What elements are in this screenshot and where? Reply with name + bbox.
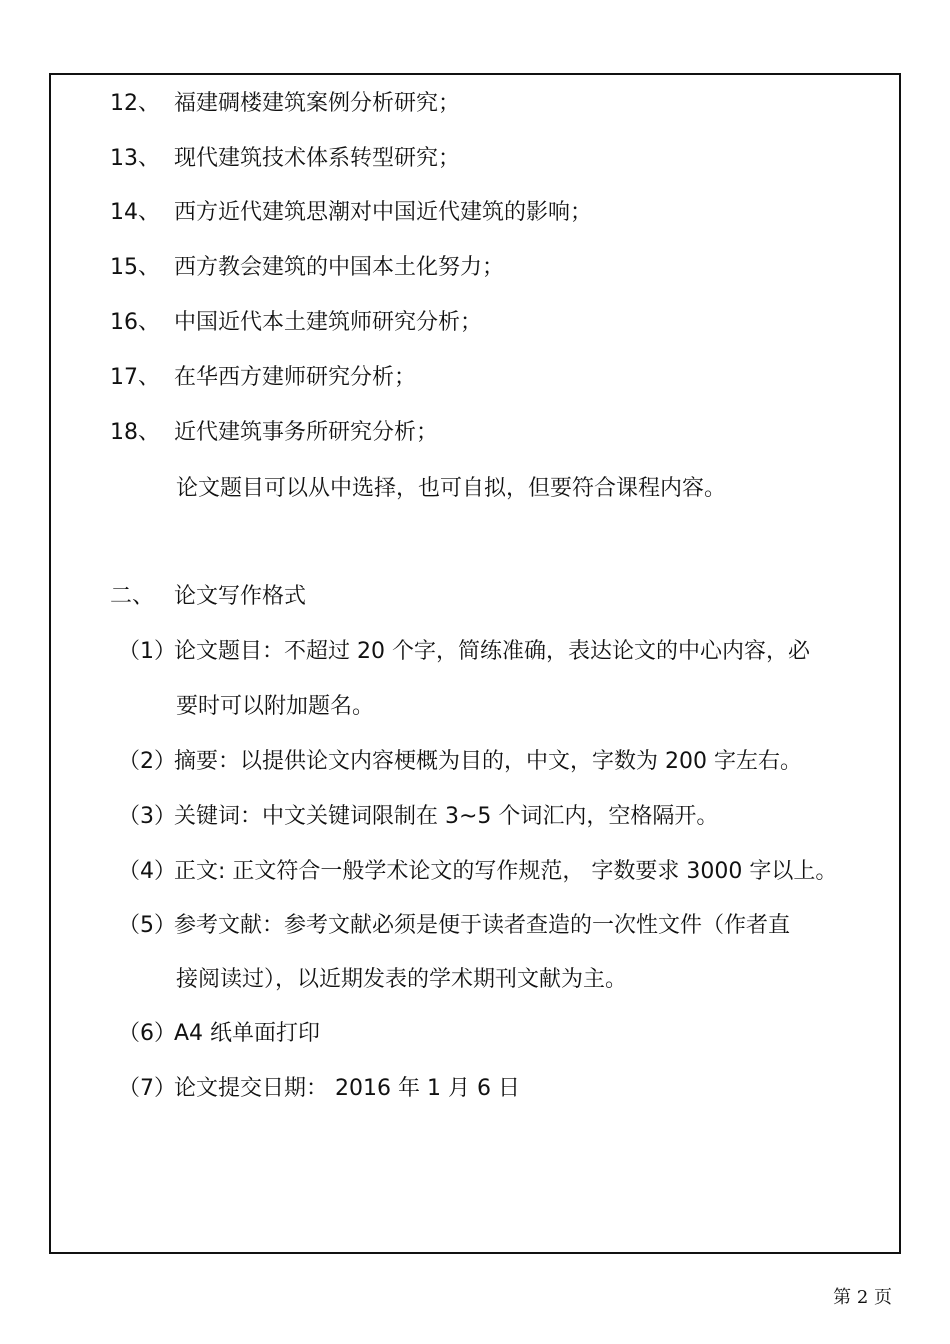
item-number: 16、 xyxy=(110,310,160,335)
item-number: （2） xyxy=(118,749,176,774)
section-title: 论文写作格式 xyxy=(174,584,307,609)
item-text: A4 纸单面打印 xyxy=(174,1021,321,1046)
item-number: 15、 xyxy=(110,255,160,280)
item-text: 论文题目：不超过 20 个字，简练准确，表达论文的中心内容，必 xyxy=(174,639,810,664)
section-number: 二、 xyxy=(110,584,155,609)
item-text: 参考文献：参考文献必须是便于读者查造的一次性文件（作者直 xyxy=(174,913,791,938)
item-number: 12、 xyxy=(110,91,160,116)
item-text: 论文提交日期： 2016 年 1 月 6 日 xyxy=(174,1076,520,1101)
page-number: 第 2 页 xyxy=(833,1287,892,1308)
item-text: 近代建筑事务所研究分析； xyxy=(174,420,439,445)
item-text: 摘要：以提供论文内容梗概为目的，中文，字数为 200 字左右。 xyxy=(174,749,802,774)
item-text-continuation: 接阅读过），以近期发表的学术期刊文献为主。 xyxy=(176,967,628,992)
item-text: 西方教会建筑的中国本土化努力； xyxy=(174,255,505,280)
item-number: （1） xyxy=(118,639,176,664)
item-number: （4） xyxy=(118,859,176,884)
item-text: 西方近代建筑思潮对中国近代建筑的影响； xyxy=(174,200,593,225)
item-text: 中国近代本土建筑师研究分析； xyxy=(174,310,483,335)
item-text: 关键词：中文关键词限制在 3~5 个词汇内，空格隔开。 xyxy=(174,804,719,829)
item-text: 正文: 正文符合一般学术论文的写作规范， 字数要求 3000 字以上。 xyxy=(174,859,838,884)
item-text-continuation: 要时可以附加题名。 xyxy=(176,694,375,719)
item-text: 现代建筑技术体系转型研究； xyxy=(174,146,461,171)
item-text: 福建碉楼建筑案例分析研究； xyxy=(174,91,461,116)
topics-note: 论文题目可以从中选择，也可自拟，但要符合课程内容。 xyxy=(176,476,727,501)
item-number: （5） xyxy=(118,913,176,938)
item-number: （6） xyxy=(118,1021,176,1046)
item-number: （7） xyxy=(118,1076,176,1101)
item-number: 18、 xyxy=(110,420,160,445)
item-number: 14、 xyxy=(110,200,160,225)
item-number: 13、 xyxy=(110,146,160,171)
item-number: 17、 xyxy=(110,365,160,390)
item-number: （3） xyxy=(118,804,176,829)
item-text: 在华西方建师研究分析； xyxy=(174,365,417,390)
